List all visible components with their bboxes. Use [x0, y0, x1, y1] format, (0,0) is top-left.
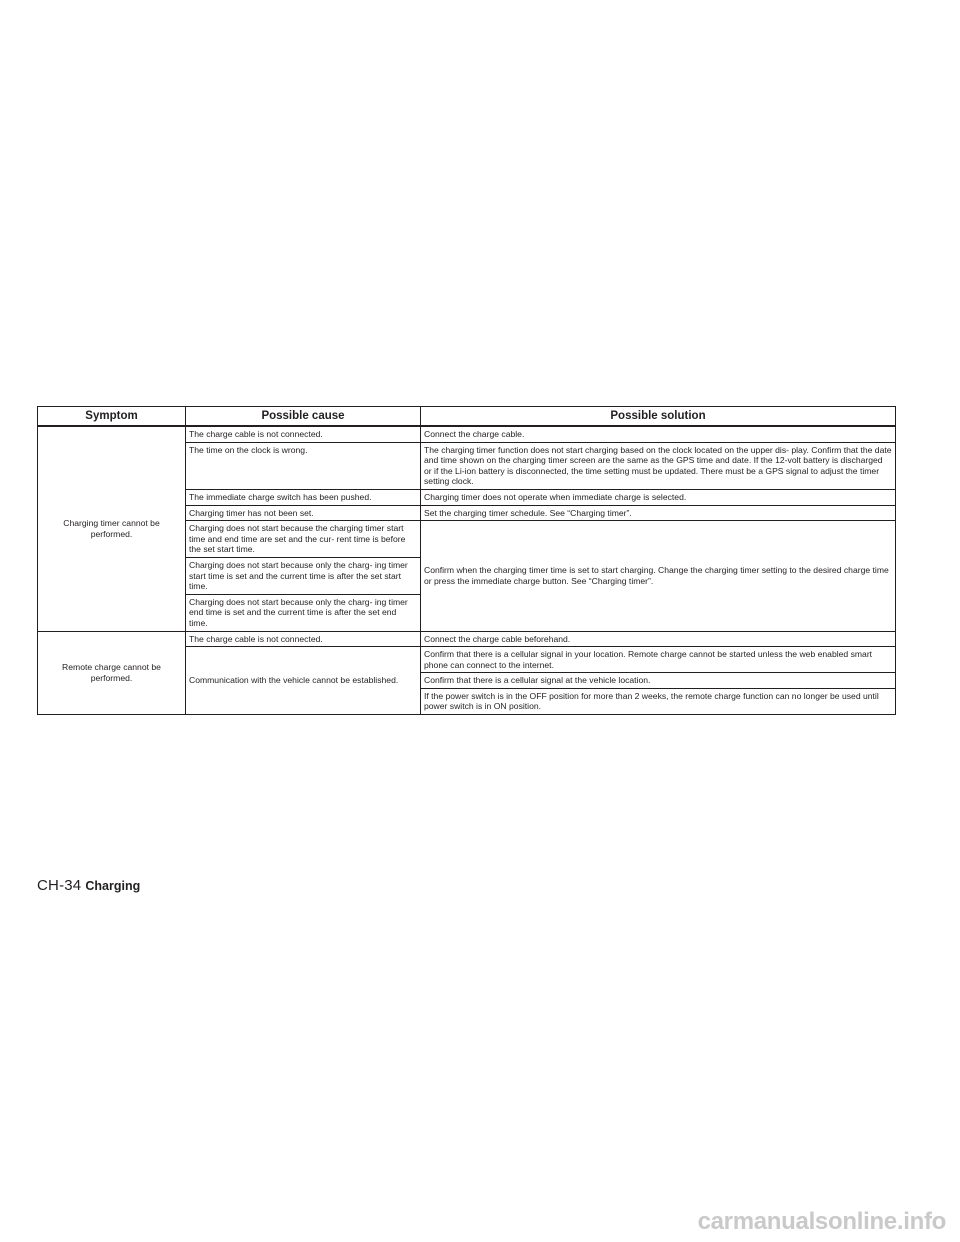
cause-cell: The charge cable is not connected.	[186, 631, 421, 647]
page-footer	[37, 877, 140, 895]
table-body	[38, 426, 896, 715]
table-header	[38, 407, 896, 427]
solution-cell: Connect the charge cable.	[421, 426, 896, 442]
watermark-text: carmanualsonline.info	[697, 1208, 946, 1235]
solution-cell: Set the charging timer schedule. See “Charging timer”.	[421, 505, 896, 521]
cause-cell: The charge cable is not connected.	[186, 426, 421, 442]
cause-cell: Charging does not start because only the charg- ing timer end time is set and the current time is after the set end time.	[186, 594, 421, 631]
symptom-cell: Charging timer cannot be performed.	[38, 426, 186, 631]
cause-cell: Charging does not start because only the charg- ing timer start time is set and the current time is after the set start time.	[186, 557, 421, 594]
troubleshooting-table	[37, 406, 896, 715]
header-possible-cause: Possible cause	[186, 407, 421, 427]
header-symptom: Symptom	[38, 407, 186, 427]
cause-cell: Communication with the vehicle cannot be established.	[186, 647, 421, 715]
solution-cell: Connect the charge cable beforehand.	[421, 631, 896, 647]
cause-cell: The time on the clock is wrong.	[186, 442, 421, 489]
cause-cell: The immediate charge switch has been pushed.	[186, 489, 421, 505]
solution-cell: Charging timer does not operate when immediate charge is selected.	[421, 489, 896, 505]
solution-cell: Confirm when the charging timer time is set to start charging. Change the charging timer setting to the desired charge time or press the immediate charge button. See “Charging timer”.	[421, 521, 896, 631]
section-title: Charging	[85, 879, 141, 893]
cause-cell: Charging does not start because the charging timer start time and end time are set and the cur- rent time is before the set start time.	[186, 521, 421, 558]
solution-cell: Confirm that there is a cellular signal in your location. Remote charge cannot be started unless the web enabled smart phone can connect to the internet.	[421, 647, 896, 673]
table-row	[38, 426, 896, 442]
table-row	[38, 631, 896, 647]
header-possible-solution: Possible solution	[421, 407, 896, 427]
cause-cell: Charging timer has not been set.	[186, 505, 421, 521]
page-number: CH-34	[37, 877, 82, 894]
symptom-cell: Remote charge cannot be performed.	[38, 631, 186, 715]
solution-cell: If the power switch is in the OFF position for more than 2 weeks, the remote charge function can no longer be used until power switch is in ON position.	[421, 688, 896, 714]
header-row	[38, 407, 896, 427]
solution-cell: The charging timer function does not start charging based on the clock located on the upper dis- play. Confirm that the date and time shown on the charging timer screen are the same as the GPS time and date. If the 12-volt battery is discharged or if the Li-ion battery is disconnected, the time setting must be updated. There must be a GPS signal to adjust the timer setting clock.	[421, 442, 896, 489]
solution-cell: Confirm that there is a cellular signal at the vehicle location.	[421, 673, 896, 689]
